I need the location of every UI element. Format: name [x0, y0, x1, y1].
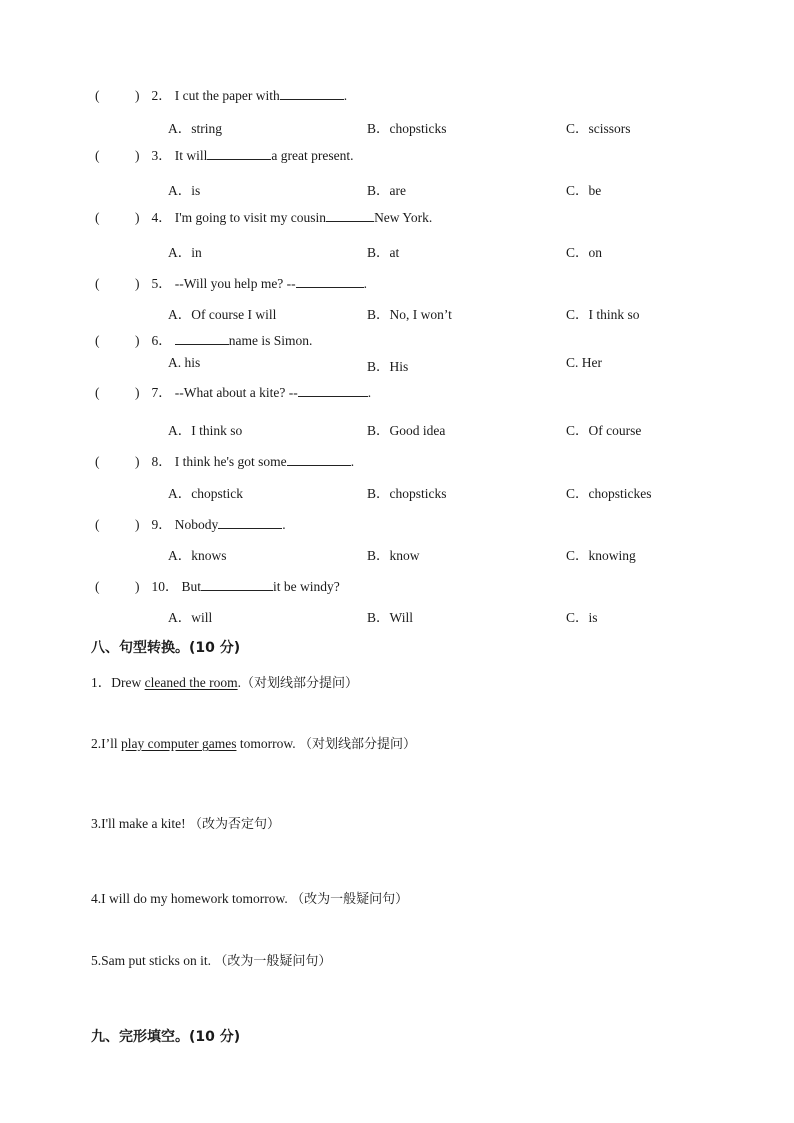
option-a[interactable]: A．Of course I will — [168, 307, 277, 322]
question-number: 7 — [151, 385, 159, 400]
question-number: 2 — [151, 88, 159, 103]
instruction-note: （改为一般疑问句） — [291, 892, 409, 907]
question-text-end: name is Simon. — [228, 333, 313, 348]
number-separator: ． — [158, 148, 172, 163]
question-text-end: a great present. — [271, 148, 354, 163]
option-a[interactable]: A．is — [168, 183, 201, 198]
fill-blank[interactable] — [296, 275, 364, 288]
option-a[interactable]: A．I think so — [168, 423, 243, 438]
transform-item-2 — [91, 733, 416, 752]
option-c[interactable]: C．Of course — [566, 423, 642, 438]
question-number: 6 — [151, 333, 159, 348]
question-text: --What about a kite? -- — [174, 385, 298, 400]
fill-blank[interactable] — [298, 384, 368, 397]
question-number: 10 — [151, 579, 165, 594]
question-text-end: New York. — [374, 210, 433, 225]
option-a[interactable]: A．chopstick — [168, 486, 243, 501]
question-text: --Will you help me? -- — [174, 276, 296, 291]
answer-bracket-open[interactable]: ( — [95, 276, 100, 291]
answer-bracket-open[interactable]: ( — [95, 517, 100, 532]
fill-blank[interactable] — [175, 332, 229, 345]
fill-blank[interactable] — [280, 87, 344, 100]
answer-bracket-close: ) — [135, 579, 140, 594]
question-number: 8 — [151, 454, 159, 469]
instruction-note: （对划线部分提问） — [240, 676, 358, 691]
option-a[interactable]: A．will — [168, 610, 213, 625]
option-b[interactable]: B．at — [367, 245, 400, 260]
answer-bracket-open[interactable]: ( — [95, 333, 100, 348]
question-number: 3 — [151, 148, 159, 163]
answer-bracket-close: ) — [135, 333, 140, 348]
option-b[interactable]: B．No, I won’t — [367, 307, 452, 322]
transform-item-4 — [91, 888, 408, 907]
transform-item-1 — [91, 671, 358, 691]
answer-bracket-close: ) — [135, 276, 140, 291]
answer-bracket-open[interactable]: ( — [95, 385, 100, 400]
option-b[interactable]: B．Will — [367, 610, 413, 625]
answer-bracket-open[interactable]: ( — [95, 210, 100, 225]
question-number: 9 — [151, 517, 159, 532]
option-b[interactable]: B．chopsticks — [367, 121, 447, 136]
option-a[interactable]: A．knows — [168, 548, 227, 563]
option-c[interactable]: C. Her — [566, 355, 602, 370]
option-b[interactable]: B．Good idea — [367, 423, 446, 438]
underlined-phrase: play computer games — [121, 736, 237, 751]
question-stem — [95, 575, 340, 595]
option-c[interactable]: C．on — [566, 245, 603, 260]
transform-item-5 — [91, 950, 331, 969]
question-stem — [95, 272, 367, 292]
question-text-end: . — [367, 385, 372, 400]
answer-bracket-close: ) — [135, 210, 140, 225]
transform-item-text: 3.I'll make a kite! — [91, 816, 190, 831]
number-separator: ． — [158, 88, 172, 103]
transform-item-text: 4.I will do my homework tomorrow. — [91, 891, 292, 906]
option-a[interactable]: A．in — [168, 245, 202, 260]
question-text-end: . — [363, 276, 368, 291]
answer-bracket-open[interactable]: ( — [95, 579, 100, 594]
instruction-note: （改为一般疑问句） — [214, 954, 332, 969]
question-text: I'm going to visit my cousin — [174, 210, 327, 225]
instruction-note: （改为否定句） — [189, 817, 281, 832]
option-c[interactable]: C．is — [566, 610, 598, 625]
question-stem — [95, 513, 286, 533]
option-c[interactable]: C．chopstickes — [566, 486, 652, 501]
answer-bracket-close: ) — [135, 88, 140, 103]
number-separator: ． — [158, 385, 172, 400]
option-a[interactable]: A. his — [168, 355, 201, 370]
question-text-end: . — [343, 88, 348, 103]
number-separator: ． — [158, 276, 172, 291]
fill-blank[interactable] — [287, 453, 351, 466]
option-c[interactable]: C．scissors — [566, 121, 631, 136]
answer-bracket-close: ) — [135, 517, 140, 532]
question-text: Nobody — [174, 517, 219, 532]
section-9-title: 九、完形填空。(10 分) — [91, 1029, 241, 1045]
transform-item-text: 5.Sam put sticks on it. — [91, 953, 215, 968]
fill-blank[interactable] — [207, 147, 271, 160]
answer-bracket-open[interactable]: ( — [95, 454, 100, 469]
section-8-title: 八、句型转换。(10 分) — [91, 640, 241, 656]
option-c[interactable]: C．I think so — [566, 307, 640, 322]
number-separator: ． — [158, 454, 172, 469]
transform-item-text: . — [237, 675, 241, 690]
answer-bracket-close: ) — [135, 454, 140, 469]
answer-bracket-close: ) — [135, 385, 140, 400]
question-text-end: . — [282, 517, 286, 532]
answer-bracket-open[interactable]: ( — [95, 148, 100, 163]
answer-bracket-open[interactable]: ( — [95, 88, 100, 103]
transform-item-text: 2.I’ll — [91, 736, 121, 751]
fill-blank[interactable] — [326, 209, 374, 222]
number-separator: ． — [158, 210, 172, 225]
question-text: But — [181, 579, 202, 594]
question-stem — [95, 329, 312, 349]
option-b[interactable]: B．His — [367, 359, 409, 374]
underlined-phrase: cleaned the room — [144, 675, 238, 690]
option-c[interactable]: C．be — [566, 183, 602, 198]
question-number: 4 — [151, 210, 159, 225]
question-text-end: it be windy? — [273, 579, 340, 594]
question-text: I think he's got some — [174, 454, 287, 469]
question-text-end: . — [350, 454, 355, 469]
question-stem — [95, 206, 432, 226]
answer-bracket-close: ) — [135, 148, 140, 163]
option-b[interactable]: B．are — [367, 183, 406, 198]
question-number: 5 — [151, 276, 159, 291]
number-separator: ． — [165, 579, 179, 594]
fill-blank[interactable] — [218, 516, 282, 529]
option-a[interactable]: A．string — [168, 121, 222, 136]
question-text: I cut the paper with — [174, 88, 280, 103]
question-stem — [95, 450, 354, 470]
number-separator: ． — [158, 517, 172, 532]
option-b[interactable]: B．chopsticks — [367, 486, 447, 501]
transform-item-3 — [91, 813, 280, 832]
option-c[interactable]: C．knowing — [566, 548, 636, 563]
question-stem — [95, 144, 353, 164]
option-b[interactable]: B．know — [367, 548, 420, 563]
fill-blank[interactable] — [201, 578, 273, 591]
question-stem — [95, 84, 347, 104]
transform-item-text: 1．Drew — [91, 675, 145, 690]
question-stem — [95, 381, 371, 401]
question-text: It will — [174, 148, 208, 163]
number-separator: ． — [158, 333, 172, 348]
transform-item-text: tomorrow. — [236, 736, 299, 751]
instruction-note: （对划线部分提问） — [298, 737, 416, 752]
